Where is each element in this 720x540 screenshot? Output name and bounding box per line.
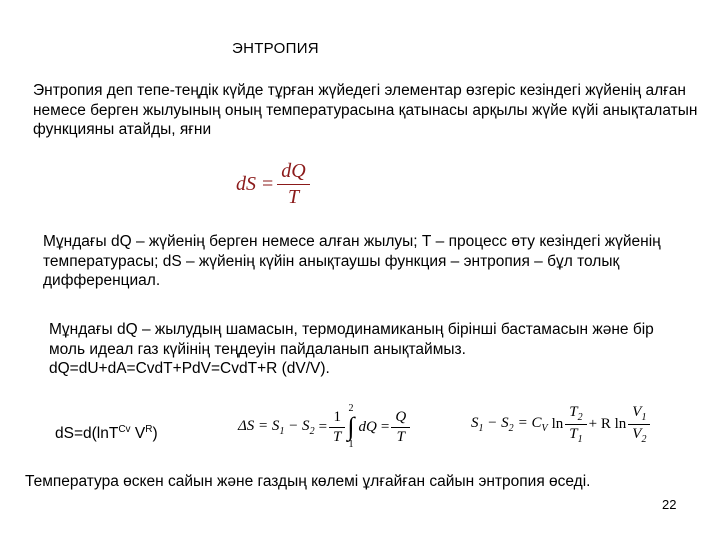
f2-lhs: $\Delta S = S_1 - S_2$ [238,417,315,437]
entropy-change-ideal-gas-formula [471,404,648,445]
slide-title: ЭНТРОПИЯ [232,40,319,57]
entropy-definition-formula [236,160,308,209]
f3-t-ratio: $\frac{T_2}{T_1}$ [567,404,584,445]
f2-q-over-t: $\frac{Q}{T}$ [393,409,408,446]
definition-paragraph: Энтропия деп тепе-теңдік күйде тұрған жүйедегі элементар өзгеріс кезіндегі жүйенің алған немесе берген жылуының оның температурасына қатынасы арқылы жүйе күйі анықталатын функцияны атайды, яғни [33,82,698,138]
formula-equals: = [262,173,274,195]
ds-suffix: ) [152,425,158,442]
entropy-change-integral-formula [238,404,408,450]
f3-lhs: $S_1 - S_2$ [471,415,514,434]
formula-numerator: dQ [281,160,306,182]
f2-equals-2: = [380,418,390,435]
f2-equals: = [318,418,328,435]
f2-one-over-t: $\frac{1}{T}$ [331,409,343,446]
first-law-paragraph: Мұндағы dQ – жылудың шамасын, термодинамиканың бірінші бастамасын және бір моль идеал газ күйінің теңдеуін пайдаланып анықтаймыз. dQ=dU+dA=CvdT+PdV=CvdT+R (dV/V). [49,321,654,377]
ds-sup-cv: Cv [118,424,131,435]
formula-fraction [279,160,307,209]
explanation-paragraph: Мұндағы dQ – жүйенің берген немесе алған жылуы; Т – процесс өту кезіндегі жүйенің температурасы; dS – жүйенің күйін анықтаушы функция – энтропия – бұл толық дифференциал. [43,233,661,289]
f2-integral: 2 ∫ 1 [347,403,355,450]
page-number: 22 [662,497,677,512]
f3-ln1: ln [551,416,564,432]
formula-denominator: T [277,184,309,209]
ds-sup-r: R [145,424,153,435]
f3-plus-rln: + R ln [588,416,627,432]
ds-middle: V [130,425,146,442]
formula-lhs: dS [236,173,256,195]
f3-cv: = $C_V$ [517,415,548,434]
f3-v-ratio: $\frac{V_1}{V_2}$ [630,404,648,445]
conclusion-line: Температура өскен сайын және газдың көлемі ұлғайған сайын энтропия өседі. [25,473,591,490]
f2-dq: dQ [358,418,377,435]
ds-prefix: dS=d(lnT [55,425,119,442]
ds-log-formula [55,424,158,443]
